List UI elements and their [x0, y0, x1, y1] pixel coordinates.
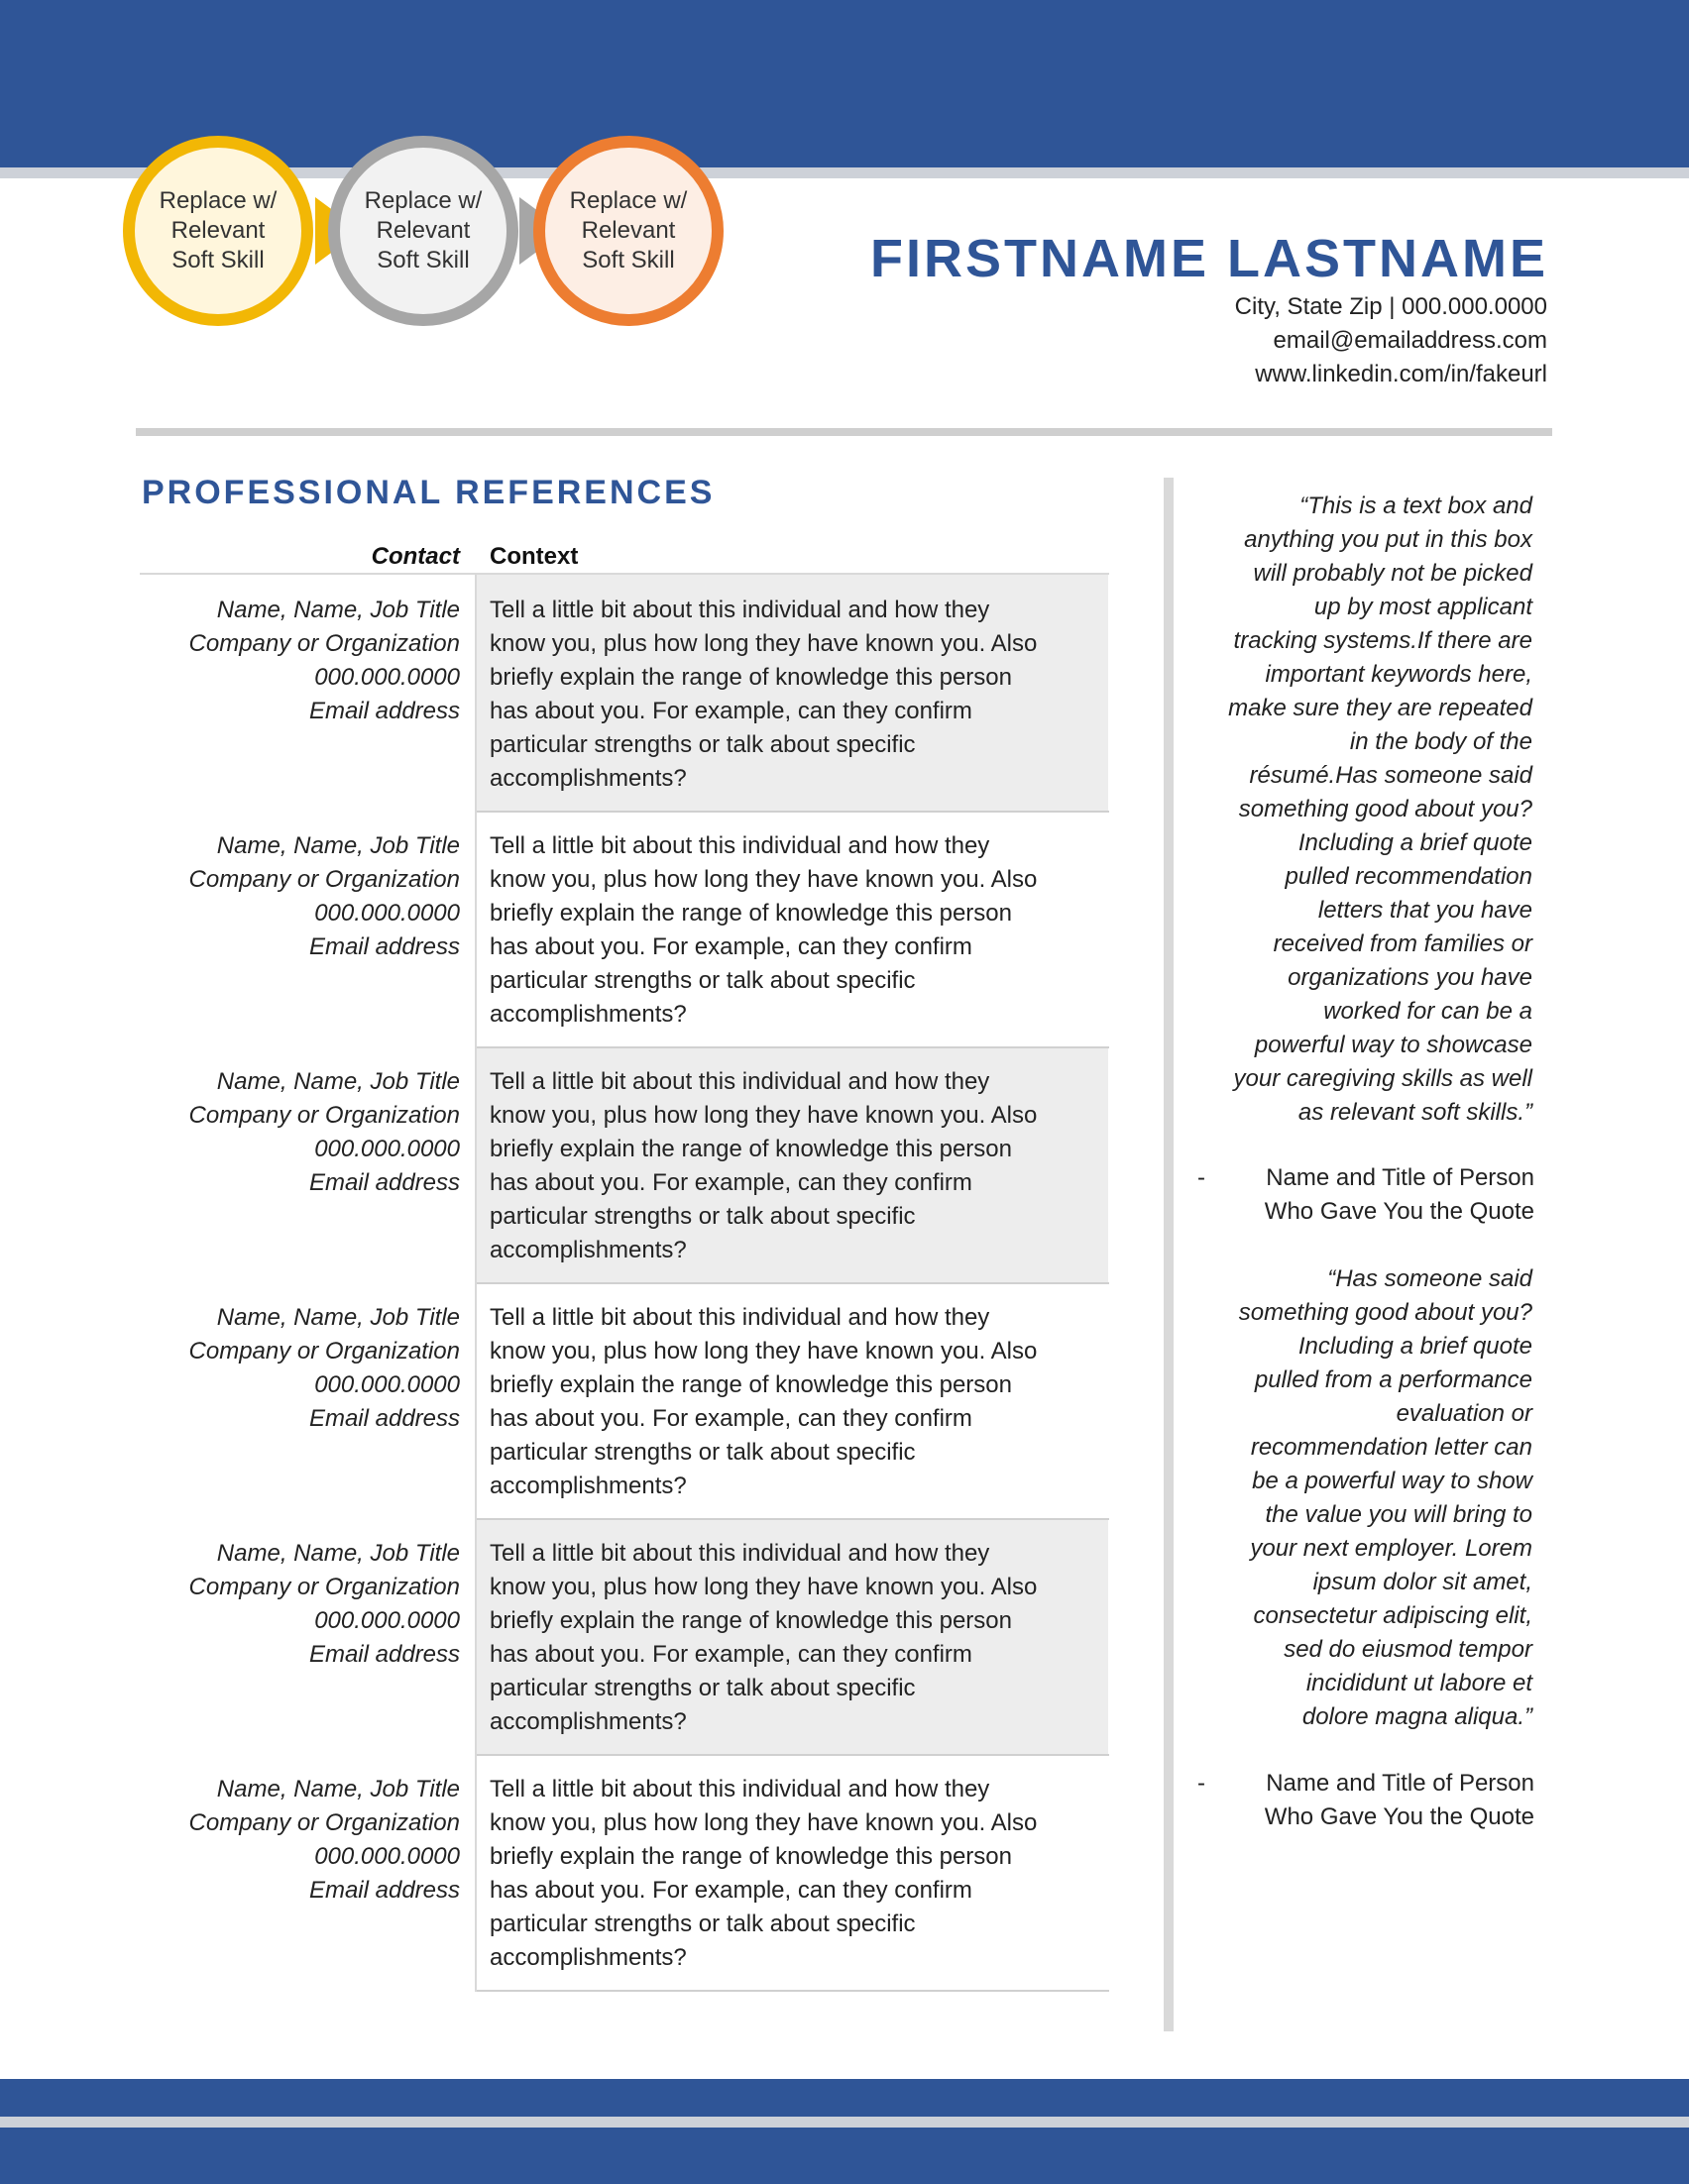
attribution-line: Name and Title of Person: [1266, 1164, 1534, 1191]
quote-line: your caregiving skills as well: [1233, 1065, 1532, 1092]
reference-name: Name, Name, Job Title: [216, 597, 460, 623]
quote-line: something good about you?: [1238, 1299, 1532, 1326]
sidebar-quote-1: [1176, 490, 1532, 1130]
context-line: briefly explain the range of knowledge this person: [490, 664, 1012, 691]
reference-email: Email address: [308, 1169, 460, 1196]
attribution-line: Who Gave You the Quote: [1264, 1198, 1534, 1225]
reference-phone: 000.000.0000: [314, 1136, 460, 1162]
reference-org: Company or Organization: [188, 1102, 460, 1129]
quote-line: powerful way to showcase: [1254, 1032, 1532, 1058]
skill-text-2: [365, 186, 483, 275]
skill-line: Soft Skill: [582, 247, 675, 273]
context-line: has about you. For example, can they confirm: [490, 933, 972, 960]
reference-contact-6: [123, 1773, 460, 1908]
header-divider: [136, 428, 1552, 436]
column-header-contact: Contact: [371, 543, 460, 570]
reference-name: Name, Name, Job Title: [216, 1304, 460, 1331]
email-address[interactable]: email@emailaddress.com: [1273, 327, 1547, 354]
context-line: briefly explain the range of knowledge this person: [490, 1607, 1012, 1634]
sidebar-accent-bar: [1164, 478, 1174, 2031]
reference-email: Email address: [308, 1641, 460, 1668]
reference-contact-4: [123, 1301, 460, 1436]
context-line: briefly explain the range of knowledge this person: [490, 1136, 1012, 1162]
reference-context-1: [490, 594, 1104, 796]
skill-line: Relevant: [170, 217, 266, 244]
context-line: Tell a little bit about this individual and how they: [490, 1776, 990, 1802]
footer-band: [0, 2079, 1689, 2184]
reference-contact-1: [123, 594, 460, 728]
context-line: know you, plus how long they have known you. Also: [490, 630, 1038, 657]
quote-line: pulled recommendation: [1285, 863, 1532, 890]
quote-line: letters that you have: [1317, 897, 1532, 924]
reference-phone: 000.000.0000: [314, 1371, 460, 1398]
linkedin-url[interactable]: www.linkedin.com/in/fakeurl: [1255, 361, 1547, 387]
reference-org: Company or Organization: [188, 1338, 460, 1365]
reference-name: Name, Name, Job Title: [216, 1776, 460, 1802]
reference-email: Email address: [308, 1405, 460, 1432]
context-line: accomplishments?: [490, 1708, 687, 1735]
context-line: know you, plus how long they have known you. Also: [490, 1102, 1038, 1129]
skill-circle-1: [123, 136, 313, 326]
column-header-context: Context: [490, 543, 579, 570]
skill-circle-3: [533, 136, 724, 326]
quote-line: sed do eiusmod tempor: [1284, 1636, 1532, 1663]
context-line: know you, plus how long they have known you. Also: [490, 1574, 1038, 1600]
quote-line: worked for can be a: [1323, 998, 1532, 1025]
table-column-divider: [475, 575, 477, 1992]
context-line: Tell a little bit about this individual and how they: [490, 1540, 990, 1567]
skill-line: Relevant: [376, 217, 471, 244]
context-line: accomplishments?: [490, 1473, 687, 1499]
context-line: briefly explain the range of knowledge this person: [490, 900, 1012, 927]
reference-phone: 000.000.0000: [314, 1843, 460, 1870]
reference-contact-3: [123, 1065, 460, 1200]
quote-line: “This is a text box and: [1299, 492, 1532, 519]
quote-line: in the body of the: [1349, 728, 1532, 755]
context-line: know you, plus how long they have known you. Also: [490, 1338, 1038, 1365]
context-line: has about you. For example, can they confirm: [490, 1877, 972, 1904]
skill-line: Replace w/: [364, 187, 483, 214]
attribution-dash: -: [1197, 1164, 1205, 1191]
context-line: briefly explain the range of knowledge this person: [490, 1371, 1012, 1398]
quote-line: “Has someone said: [1327, 1265, 1532, 1292]
context-line: particular strengths or talk about specific: [490, 1203, 916, 1230]
quote-line: organizations you have: [1288, 964, 1532, 991]
quote-line: received from families or: [1273, 930, 1532, 957]
quote-line: be a powerful way to show: [1252, 1468, 1532, 1494]
quote-attribution-1: [1197, 1161, 1534, 1229]
quote-line: ipsum dolor sit amet,: [1312, 1569, 1532, 1595]
quote-line: the value you will bring to: [1265, 1501, 1532, 1528]
location-phone: City, State Zip | 000.000.0000: [1234, 293, 1547, 320]
context-line: accomplishments?: [490, 765, 687, 792]
sidebar-quote-2: [1176, 1262, 1532, 1734]
reference-phone: 000.000.0000: [314, 664, 460, 691]
context-line: particular strengths or talk about specific: [490, 967, 916, 994]
context-line: know you, plus how long they have known you. Also: [490, 866, 1038, 893]
context-line: particular strengths or talk about specific: [490, 1439, 916, 1466]
context-line: particular strengths or talk about specific: [490, 1675, 916, 1701]
skill-line: Soft Skill: [171, 247, 265, 273]
row-divider: [477, 1990, 1109, 1992]
context-line: know you, plus how long they have known you. Also: [490, 1809, 1038, 1836]
reference-contact-5: [123, 1537, 460, 1672]
row-divider: [477, 811, 1109, 813]
skill-line: Replace w/: [159, 187, 278, 214]
section-title: PROFESSIONAL REFERENCES: [142, 474, 716, 511]
context-line: accomplishments?: [490, 1944, 687, 1971]
reference-org: Company or Organization: [188, 1809, 460, 1836]
context-line: Tell a little bit about this individual and how they: [490, 1068, 990, 1095]
quote-line: as relevant soft skills.”: [1297, 1099, 1532, 1126]
quote-line: dolore magna aliqua.”: [1301, 1703, 1532, 1730]
skill-line: Relevant: [581, 217, 676, 244]
quote-line: Including a brief quote: [1297, 829, 1532, 856]
context-line: has about you. For example, can they confirm: [490, 1405, 972, 1432]
quote-line: tracking systems.If there are: [1233, 627, 1532, 654]
reference-name: Name, Name, Job Title: [216, 1068, 460, 1095]
quote-attribution-2: [1197, 1767, 1534, 1834]
quote-line: make sure they are repeated: [1228, 695, 1532, 721]
quote-line: recommendation letter can: [1250, 1434, 1532, 1461]
context-line: Tell a little bit about this individual and how they: [490, 1304, 990, 1331]
context-line: particular strengths or talk about specific: [490, 1911, 916, 1937]
skill-line: Soft Skill: [377, 247, 470, 273]
footer-stripe: [0, 2117, 1689, 2128]
reference-email: Email address: [308, 1877, 460, 1904]
reference-org: Company or Organization: [188, 866, 460, 893]
attribution-line: Name and Title of Person: [1266, 1770, 1534, 1797]
quote-line: important keywords here,: [1265, 661, 1532, 688]
context-line: accomplishments?: [490, 1237, 687, 1263]
reference-context-2: [490, 829, 1104, 1032]
context-line: has about you. For example, can they confirm: [490, 1641, 972, 1668]
reference-context-6: [490, 1773, 1104, 1975]
context-line: Tell a little bit about this individual and how they: [490, 832, 990, 859]
reference-context-3: [490, 1065, 1104, 1267]
reference-context-4: [490, 1301, 1104, 1503]
skill-text-1: [160, 186, 278, 275]
context-line: briefly explain the range of knowledge this person: [490, 1843, 1012, 1870]
quote-line: anything you put in this box: [1244, 526, 1532, 553]
skill-line: Replace w/: [569, 187, 688, 214]
quote-line: consectetur adipiscing elit,: [1253, 1602, 1532, 1629]
context-line: has about you. For example, can they confirm: [490, 698, 972, 724]
attribution-line: Who Gave You the Quote: [1264, 1803, 1534, 1830]
reference-org: Company or Organization: [188, 630, 460, 657]
context-line: Tell a little bit about this individual and how they: [490, 597, 990, 623]
reference-email: Email address: [308, 933, 460, 960]
row-divider: [477, 1282, 1109, 1284]
reference-phone: 000.000.0000: [314, 900, 460, 927]
reference-name: Name, Name, Job Title: [216, 832, 460, 859]
reference-email: Email address: [308, 698, 460, 724]
quote-line: Including a brief quote: [1297, 1333, 1532, 1360]
row-divider: [477, 1754, 1109, 1756]
quote-line: your next employer. Lorem: [1250, 1535, 1532, 1562]
reference-org: Company or Organization: [188, 1574, 460, 1600]
reference-context-5: [490, 1537, 1104, 1739]
quote-line: will probably not be picked: [1253, 560, 1532, 587]
attribution-dash: -: [1197, 1770, 1205, 1797]
quote-line: evaluation or: [1396, 1400, 1532, 1427]
reference-phone: 000.000.0000: [314, 1607, 460, 1634]
context-line: particular strengths or talk about specific: [490, 731, 916, 758]
skill-circle-2: [328, 136, 518, 326]
skill-text-3: [570, 186, 688, 275]
candidate-name: FIRSTNAME LASTNAME: [870, 229, 1548, 288]
reference-name: Name, Name, Job Title: [216, 1540, 460, 1567]
quote-line: up by most applicant: [1313, 594, 1532, 620]
quote-line: incididunt ut labore et: [1305, 1670, 1532, 1696]
quote-line: something good about you?: [1238, 796, 1532, 822]
quote-line: pulled from a performance: [1254, 1366, 1532, 1393]
reference-contact-2: [123, 829, 460, 964]
context-line: has about you. For example, can they confirm: [490, 1169, 972, 1196]
context-line: accomplishments?: [490, 1001, 687, 1028]
quote-line: résumé.Has someone said: [1249, 762, 1532, 789]
